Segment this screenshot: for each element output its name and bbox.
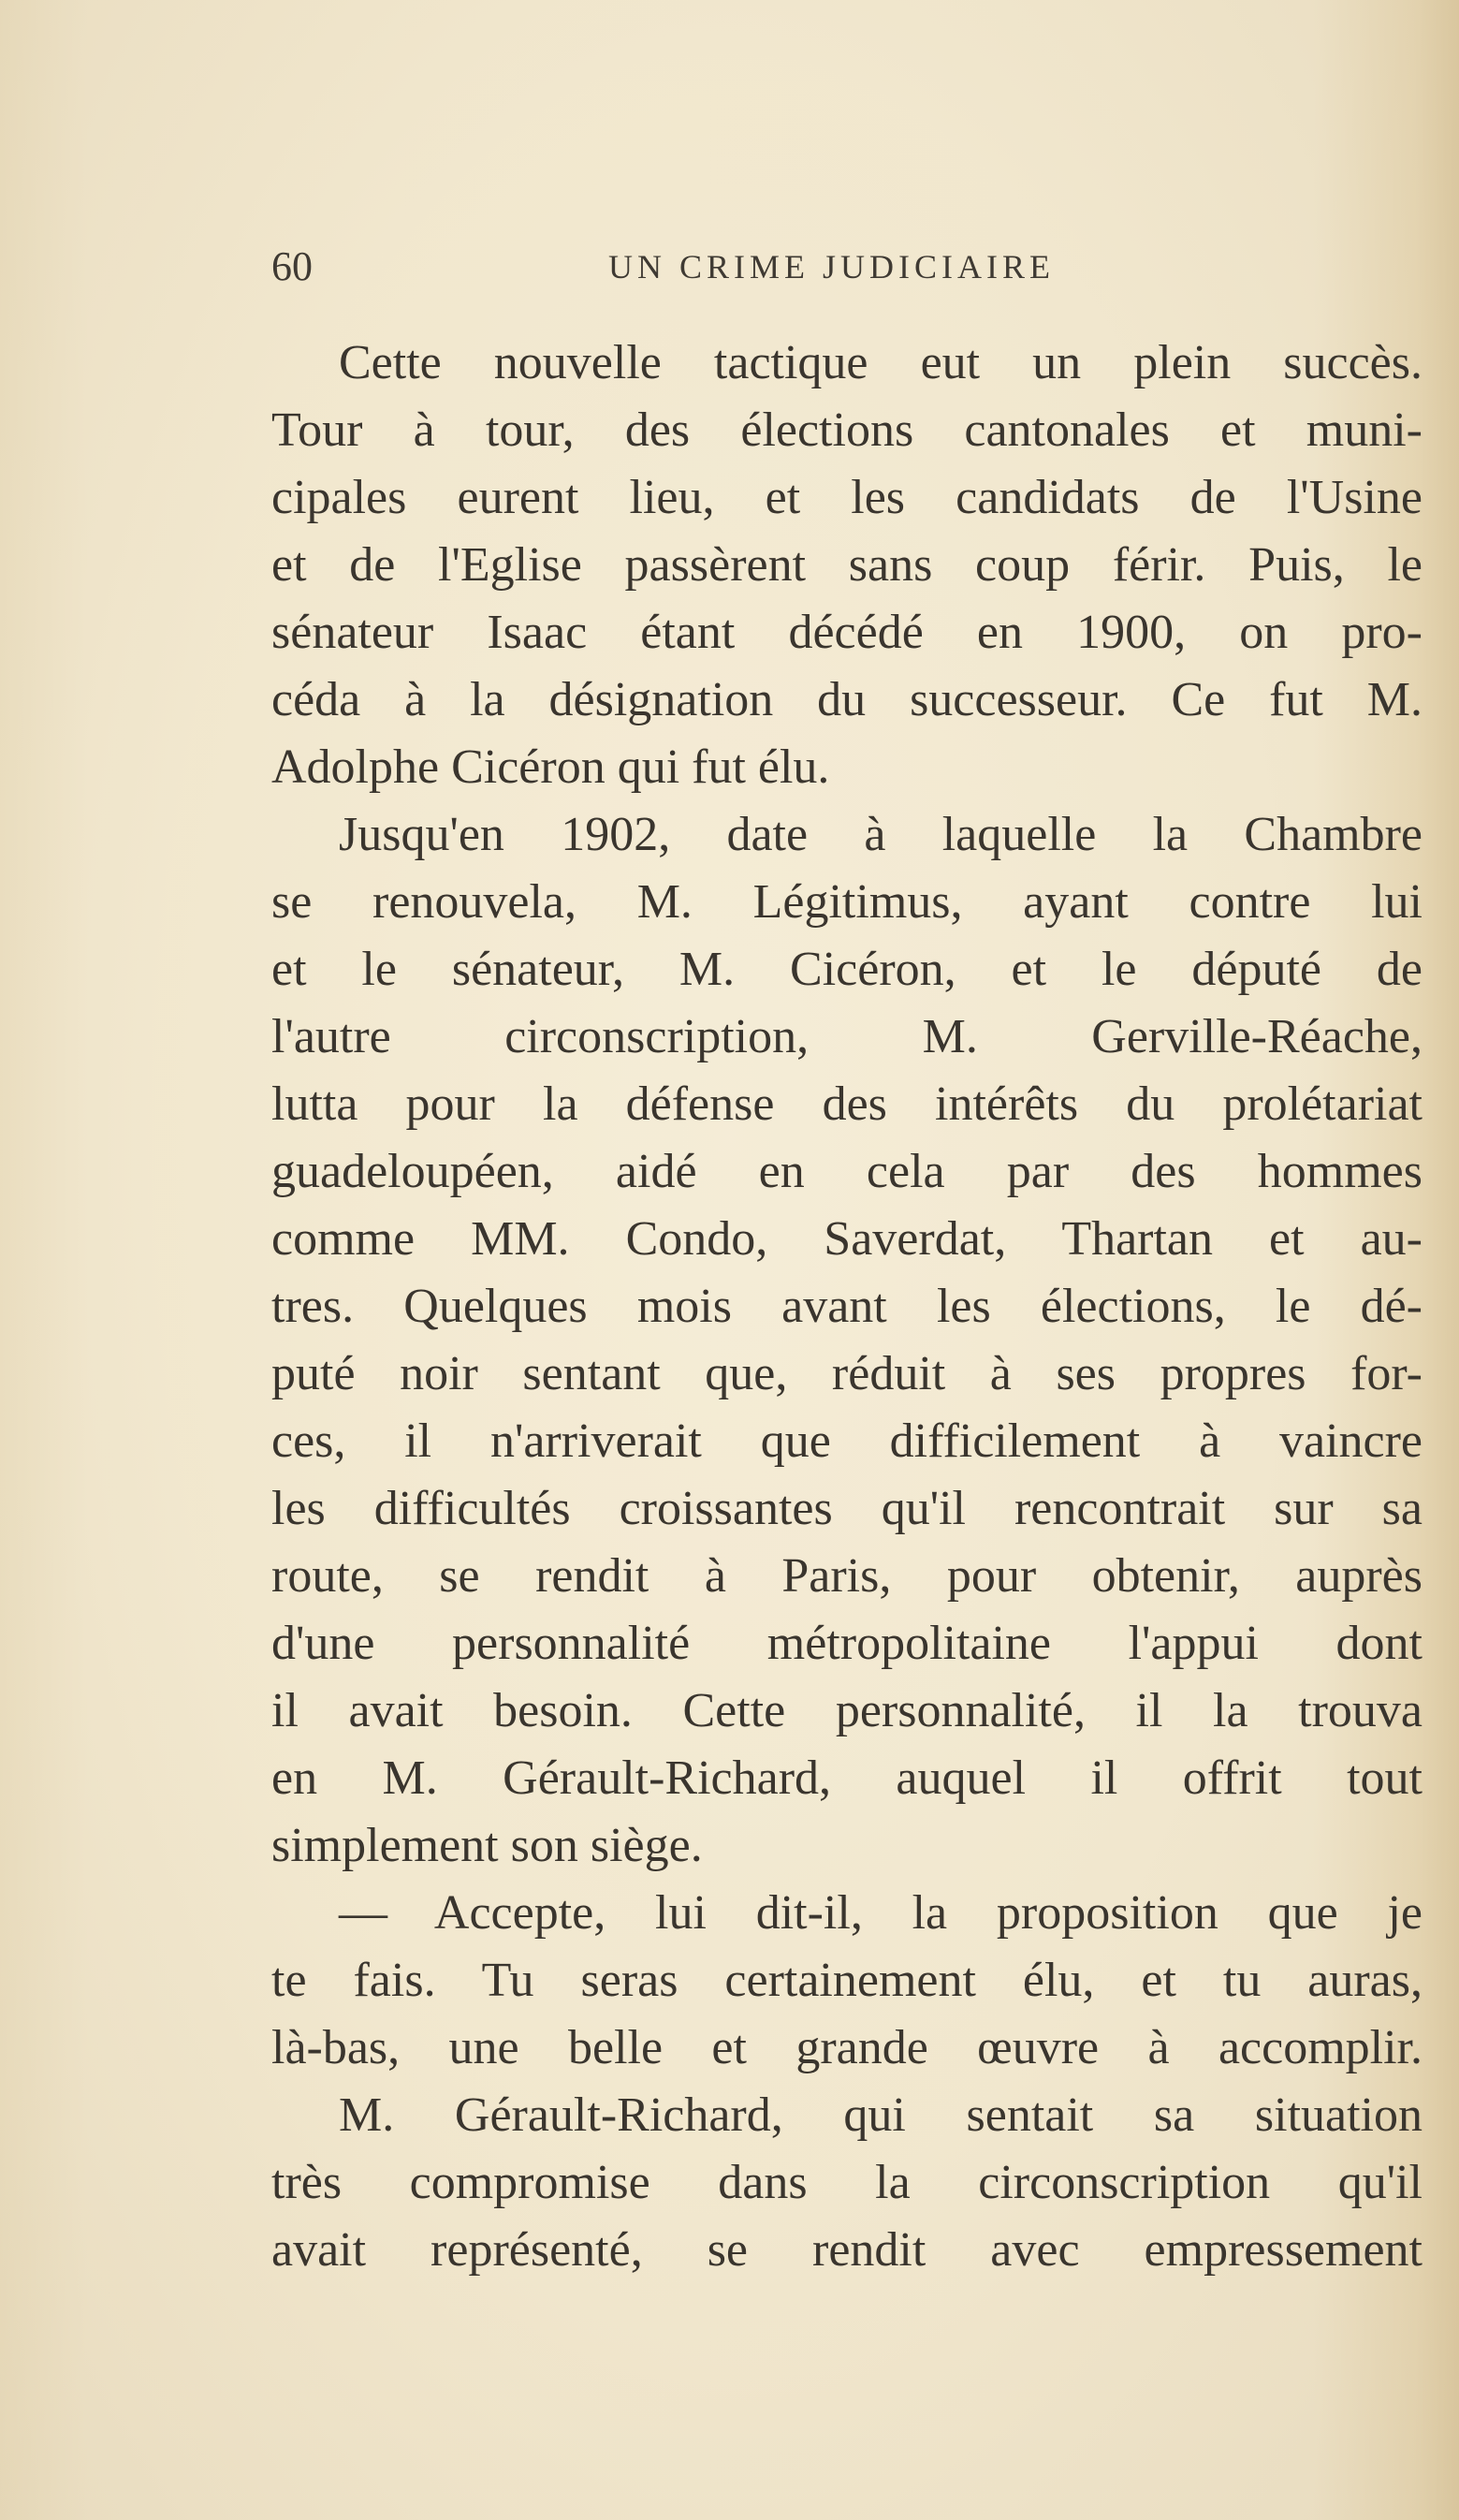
text-line: puté noir sentant que, réduit à ses propres for- — [271, 1347, 1423, 1400]
text-line: l'autre circonscription, M. Gerville-Réache, — [271, 1010, 1423, 1063]
text-line: et de l'Eglise passèrent sans coup férir. Puis, le — [271, 538, 1423, 592]
text-line: simplement son siège. — [271, 1819, 703, 1872]
text-line: route, se rendit à Paris, pour obtenir, auprès — [271, 1549, 1423, 1603]
text-line: M. Gérault-Richard, qui sentait sa situation — [339, 2088, 1423, 2142]
body-text — [271, 330, 1423, 2284]
text-line: très compromise dans la circonscription qu'il — [271, 2156, 1423, 2209]
text-line: guadeloupéen, aidé en cela par des hommes — [271, 1145, 1423, 1198]
text-line: ces, il n'arriverait que difficilement à vaincre — [271, 1414, 1423, 1468]
text-line: il avait besoin. Cette personnalité, il la trouva — [271, 1684, 1423, 1737]
text-line: et le sénateur, M. Cicéron, et le député de — [271, 943, 1423, 996]
text-line: Adolphe Cicéron qui fut élu. — [271, 740, 830, 794]
text-line: les difficultés croissantes qu'il rencontrait sur sa — [271, 1482, 1423, 1535]
running-head — [271, 234, 1423, 300]
text-line: te fais. Tu seras certainement élu, et tu auras, — [271, 1954, 1423, 2007]
page-number: 60 — [271, 243, 313, 289]
text-line: avait représenté, se rendit avec empressement — [271, 2223, 1423, 2277]
text-line: là-bas, une belle et grande œuvre à accomplir. — [271, 2021, 1423, 2074]
text-line: cipales eurent lieu, et les candidats de l'Usine — [271, 471, 1423, 524]
text-line: — Accepte, lui dit-il, la proposition que je — [339, 1886, 1423, 1940]
text-line: comme MM. Condo, Saverdat, Thartan et au- — [271, 1212, 1423, 1266]
text-line: en M. Gérault-Richard, auquel il offrit tout — [271, 1751, 1423, 1805]
text-line: Tour à tour, des élections cantonales et muni- — [271, 403, 1423, 457]
running-title: UN CRIME JUDICIAIRE — [608, 248, 1055, 286]
text-line: Cette nouvelle tactique eut un plein succès. — [339, 336, 1423, 389]
text-line: tres. Quelques mois avant les élections, le dé- — [271, 1280, 1423, 1333]
text-line: se renouvela, M. Légitimus, ayant contre lui — [271, 875, 1423, 929]
text-line: céda à la désignation du successeur. Ce fut M. — [271, 673, 1423, 726]
text-line: Jusqu'en 1902, date à laquelle la Chambre — [339, 808, 1423, 861]
text-line: lutta pour la défense des intérêts du prolétariat — [271, 1077, 1423, 1131]
text-line: sénateur Isaac étant décédé en 1900, on pro- — [271, 606, 1423, 659]
text-line: d'une personnalité métropolitaine l'appui dont — [271, 1617, 1423, 1670]
